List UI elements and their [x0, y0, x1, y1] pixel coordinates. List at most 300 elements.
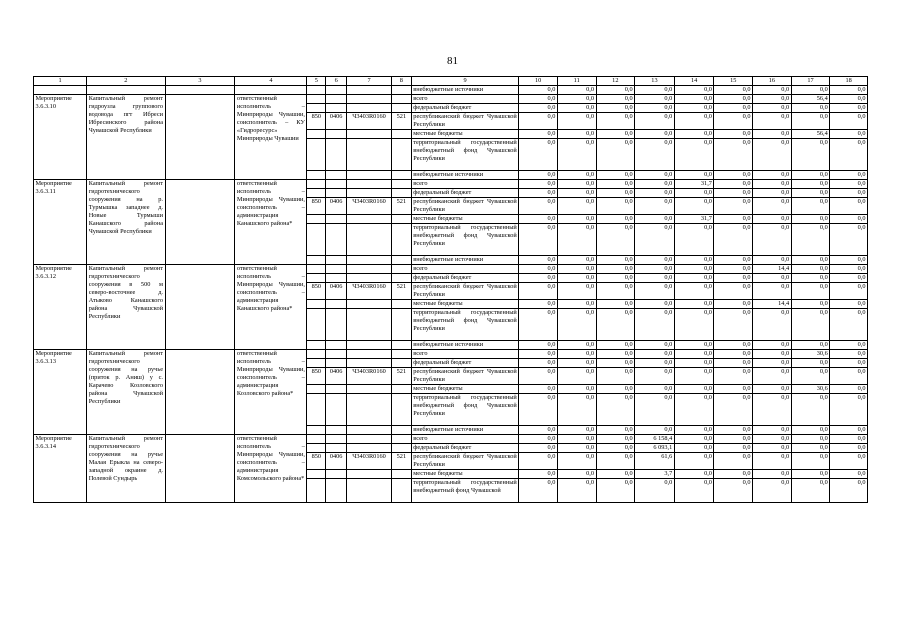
column-header: 1 [34, 77, 87, 86]
value-cell: 0,0 [714, 341, 753, 350]
code-vr: 521 [391, 283, 411, 300]
value-cell: 0,0 [753, 139, 792, 171]
empty-cell [391, 479, 411, 503]
value-cell: 0,0 [519, 435, 558, 444]
empty-cell [391, 394, 411, 426]
value-cell: 0,0 [596, 256, 635, 265]
value-cell: 0,0 [596, 130, 635, 139]
code-csr: Ч3403R0160 [347, 198, 392, 215]
code-rzpr: 0406 [326, 113, 347, 130]
value-cell: 0,0 [635, 341, 675, 350]
value-cell: 0,0 [753, 479, 792, 503]
empty-cell [347, 350, 392, 359]
empty-cell [307, 359, 326, 368]
value-cell: 0,0 [830, 215, 868, 224]
value-cell: 0,0 [674, 426, 714, 435]
column-header: 17 [791, 77, 830, 86]
empty-cell [391, 341, 411, 350]
value-cell: 0,0 [596, 453, 635, 470]
value-cell: 0,0 [557, 95, 596, 104]
value-cell: 0,0 [753, 130, 792, 139]
value-cell: 0,0 [830, 171, 868, 180]
empty-cell [391, 444, 411, 453]
empty-cell [235, 86, 307, 95]
funding-source: всего [411, 265, 519, 274]
value-cell: 0,0 [596, 171, 635, 180]
value-cell: 0,0 [830, 444, 868, 453]
value-cell: 0,0 [596, 470, 635, 479]
value-cell: 0,0 [557, 104, 596, 113]
empty-cell [307, 444, 326, 453]
empty-cell [307, 224, 326, 256]
value-cell: 0,0 [714, 113, 753, 130]
value-cell: 0,0 [714, 300, 753, 309]
empty-cell [391, 435, 411, 444]
empty-cell [165, 180, 235, 265]
value-cell: 0,0 [596, 265, 635, 274]
value-cell: 0,0 [635, 113, 675, 130]
empty-cell [307, 189, 326, 198]
value-cell: 0,0 [674, 283, 714, 300]
value-cell: 0,0 [519, 215, 558, 224]
empty-cell [347, 274, 392, 283]
value-cell: 0,0 [753, 256, 792, 265]
value-cell: 0,0 [674, 104, 714, 113]
value-cell: 0,0 [830, 435, 868, 444]
value-cell: 0,0 [674, 435, 714, 444]
funding-source: федеральный бюджет [411, 444, 519, 453]
value-cell: 0,0 [791, 283, 830, 300]
table-row [34, 180, 868, 189]
funding-source: всего [411, 180, 519, 189]
value-cell: 0,0 [791, 86, 830, 95]
empty-cell [307, 394, 326, 426]
value-cell: 0,0 [519, 86, 558, 95]
column-header: 7 [347, 77, 392, 86]
column-header: 14 [674, 77, 714, 86]
empty-cell [347, 95, 392, 104]
value-cell: 0,0 [830, 453, 868, 470]
empty-cell [347, 470, 392, 479]
value-cell: 0,0 [596, 435, 635, 444]
empty-cell [391, 180, 411, 189]
event-number: Мероприятие 3.6.3.10 [34, 95, 87, 180]
value-cell: 0,0 [596, 300, 635, 309]
value-cell: 0,0 [674, 470, 714, 479]
event-name: Капитальный ремонт гидротехнического сооружения на р. Турмышка западнее д. Новые Турмыши Канашского района Чувашской Республики [87, 180, 165, 265]
column-header: 13 [635, 77, 675, 86]
empty-cell [307, 341, 326, 350]
funding-source: всего [411, 95, 519, 104]
value-cell: 0,0 [596, 359, 635, 368]
value-cell: 0,0 [714, 180, 753, 189]
column-header: 3 [165, 77, 235, 86]
funding-source: территориальный государственный внебюджетный фонд Чувашской [411, 479, 519, 503]
value-cell: 0,0 [596, 180, 635, 189]
value-cell: 0,0 [635, 104, 675, 113]
value-cell: 0,0 [519, 309, 558, 341]
value-cell: 0,0 [830, 479, 868, 503]
empty-cell [326, 139, 347, 171]
value-cell: 0,0 [674, 385, 714, 394]
value-cell: 0,0 [753, 426, 792, 435]
value-cell: 0,0 [519, 104, 558, 113]
value-cell: 0,0 [596, 104, 635, 113]
value-cell: 0,0 [557, 350, 596, 359]
value-cell: 0,0 [753, 444, 792, 453]
empty-cell [307, 435, 326, 444]
value-cell: 0,0 [830, 265, 868, 274]
value-cell: 14,4 [753, 265, 792, 274]
column-header: 4 [235, 77, 307, 86]
empty-cell [347, 435, 392, 444]
empty-cell [165, 86, 235, 95]
value-cell: 0,0 [714, 470, 753, 479]
value-cell: 0,0 [519, 113, 558, 130]
value-cell: 0,0 [519, 224, 558, 256]
column-header: 9 [411, 77, 519, 86]
value-cell: 0,0 [519, 341, 558, 350]
empty-cell [326, 359, 347, 368]
empty-cell [326, 435, 347, 444]
empty-cell [326, 215, 347, 224]
value-cell: 31,7 [674, 180, 714, 189]
funding-source: всего [411, 435, 519, 444]
value-cell: 0,0 [519, 368, 558, 385]
value-cell: 0,0 [519, 256, 558, 265]
value-cell: 0,0 [635, 368, 675, 385]
empty-cell [391, 350, 411, 359]
table-row [34, 350, 868, 359]
empty-cell [307, 256, 326, 265]
code-vr: 521 [391, 198, 411, 215]
value-cell: 0,0 [830, 385, 868, 394]
value-cell: 0,0 [714, 359, 753, 368]
value-cell: 0,0 [791, 224, 830, 256]
funding-source: внебюджетные источники [411, 171, 519, 180]
empty-cell [307, 274, 326, 283]
empty-cell [326, 341, 347, 350]
value-cell: 0,0 [791, 359, 830, 368]
code-vr: 521 [391, 113, 411, 130]
value-cell: 0,0 [635, 283, 675, 300]
table-row [34, 95, 868, 104]
value-cell: 0,0 [519, 198, 558, 215]
empty-cell [326, 180, 347, 189]
value-cell: 0,0 [596, 368, 635, 385]
value-cell: 0,0 [557, 359, 596, 368]
funding-source: местные бюджеты [411, 130, 519, 139]
value-cell: 0,0 [557, 265, 596, 274]
value-cell: 0,0 [714, 426, 753, 435]
empty-cell [347, 300, 392, 309]
value-cell: 0,0 [714, 265, 753, 274]
funding-source: территориальный государственный внебюджетный фонд Чувашской Республики [411, 394, 519, 426]
empty-cell [391, 224, 411, 256]
value-cell: 0,0 [830, 309, 868, 341]
value-cell: 0,0 [753, 341, 792, 350]
funding-source: территориальный государственный внебюджетный фонд Чувашской Республики [411, 309, 519, 341]
value-cell: 0,0 [753, 309, 792, 341]
empty-cell [347, 359, 392, 368]
value-cell: 0,0 [714, 171, 753, 180]
value-cell: 0,0 [519, 139, 558, 171]
value-cell: 0,0 [753, 224, 792, 256]
value-cell: 0,0 [596, 274, 635, 283]
value-cell: 0,0 [791, 309, 830, 341]
empty-cell [326, 470, 347, 479]
responsible-executor: ответственный исполнитель – Минприроды Чувашии, соисполнитель – администрация Козловского района* [235, 350, 307, 435]
value-cell: 0,0 [557, 171, 596, 180]
empty-cell [347, 139, 392, 171]
value-cell: 0,0 [753, 359, 792, 368]
empty-cell [307, 95, 326, 104]
value-cell: 0,0 [557, 426, 596, 435]
value-cell: 0,0 [753, 189, 792, 198]
funding-source: местные бюджеты [411, 215, 519, 224]
funding-source: местные бюджеты [411, 300, 519, 309]
empty-cell [326, 171, 347, 180]
value-cell: 30,6 [791, 350, 830, 359]
code-vr: 521 [391, 368, 411, 385]
empty-cell [347, 394, 392, 426]
value-cell: 0,0 [635, 198, 675, 215]
empty-cell [391, 256, 411, 265]
value-cell: 0,0 [557, 444, 596, 453]
funding-source: федеральный бюджет [411, 359, 519, 368]
value-cell: 0,0 [791, 171, 830, 180]
event-number: Мероприятие 3.6.3.11 [34, 180, 87, 265]
value-cell: 0,0 [557, 189, 596, 198]
funding-source: внебюджетные источники [411, 426, 519, 435]
funding-source: республиканский бюджет Чувашской Республики [413, 113, 517, 128]
value-cell: 0,0 [557, 256, 596, 265]
value-cell: 0,0 [557, 274, 596, 283]
value-cell: 0,0 [753, 453, 792, 470]
empty-cell [165, 350, 235, 435]
value-cell: 0,0 [557, 180, 596, 189]
value-cell: 0,0 [635, 180, 675, 189]
value-cell: 0,0 [674, 350, 714, 359]
value-cell: 0,0 [753, 283, 792, 300]
value-cell: 0,0 [791, 256, 830, 265]
funding-source: республиканский бюджет Чувашской Республики [413, 368, 517, 383]
empty-cell [391, 104, 411, 113]
empty-cell [391, 426, 411, 435]
table-row [34, 435, 868, 444]
value-cell: 0,0 [557, 113, 596, 130]
empty-cell [326, 130, 347, 139]
empty-cell [326, 265, 347, 274]
empty-cell [307, 385, 326, 394]
value-cell: 0,0 [519, 283, 558, 300]
value-cell: 0,0 [830, 470, 868, 479]
funding-source: внебюджетные источники [411, 256, 519, 265]
funding-source: федеральный бюджет [411, 104, 519, 113]
funding-source: внебюджетные источники [411, 341, 519, 350]
value-cell: 0,0 [674, 95, 714, 104]
empty-cell [391, 385, 411, 394]
empty-cell [391, 139, 411, 171]
value-cell: 0,0 [557, 394, 596, 426]
value-cell: 0,0 [519, 274, 558, 283]
value-cell: 0,0 [674, 300, 714, 309]
empty-cell [326, 394, 347, 426]
column-header: 8 [391, 77, 411, 86]
code-vr: 521 [391, 453, 411, 470]
empty-cell [347, 180, 392, 189]
code-grbs: 850 [307, 198, 326, 215]
value-cell: 0,0 [596, 479, 635, 503]
value-cell: 0,0 [596, 350, 635, 359]
code-grbs: 850 [307, 283, 326, 300]
value-cell: 0,0 [714, 198, 753, 215]
empty-cell [347, 189, 392, 198]
responsible-executor: ответственный исполнитель – Минприроды Чувашии, соисполнитель – КУ «Гидроресурс» Минприроды Чувашии [235, 95, 307, 180]
value-cell: 6 158,4 [635, 435, 675, 444]
value-cell: 0,0 [596, 198, 635, 215]
value-cell: 0,0 [557, 224, 596, 256]
value-cell: 0,0 [674, 171, 714, 180]
value-cell: 0,0 [519, 180, 558, 189]
funding-source: республиканский бюджет Чувашской Республики [413, 453, 517, 468]
value-cell: 56,4 [791, 130, 830, 139]
value-cell: 0,0 [753, 368, 792, 385]
value-cell: 0,0 [791, 300, 830, 309]
value-cell: 0,0 [830, 180, 868, 189]
value-cell: 0,0 [557, 368, 596, 385]
value-cell: 0,0 [557, 309, 596, 341]
funding-source: внебюджетные источники [411, 86, 519, 95]
value-cell: 0,0 [791, 113, 830, 130]
value-cell: 0,0 [596, 86, 635, 95]
funding-source: местные бюджеты [411, 385, 519, 394]
value-cell: 0,0 [791, 189, 830, 198]
value-cell: 0,0 [519, 265, 558, 274]
column-header: 15 [714, 77, 753, 86]
value-cell: 0,0 [791, 274, 830, 283]
value-cell: 0,0 [635, 265, 675, 274]
empty-cell [307, 426, 326, 435]
value-cell: 56,4 [791, 95, 830, 104]
value-cell: 0,0 [635, 350, 675, 359]
value-cell: 0,0 [714, 479, 753, 503]
event-number: Мероприятие 3.6.3.12 [34, 265, 87, 350]
empty-cell [34, 86, 87, 95]
value-cell: 0,0 [635, 171, 675, 180]
value-cell: 30,6 [791, 385, 830, 394]
value-cell: 0,0 [791, 470, 830, 479]
page-number: 81 [447, 55, 458, 67]
empty-cell [307, 139, 326, 171]
value-cell: 0,0 [596, 309, 635, 341]
empty-cell [307, 130, 326, 139]
value-cell: 0,0 [596, 95, 635, 104]
value-cell: 3,7 [635, 470, 675, 479]
value-cell: 0,0 [674, 139, 714, 171]
funding-source: территориальный государственный внебюджетный фонд Чувашской Республики [411, 224, 519, 256]
empty-cell [326, 309, 347, 341]
empty-cell [391, 95, 411, 104]
value-cell: 0,0 [674, 265, 714, 274]
event-name: Капитальный ремонт гидроузла группового водовода пгт Ибреси Ибресинского района Чувашской Республики [87, 95, 165, 180]
value-cell: 6 093,1 [635, 444, 675, 453]
code-csr: Ч3403R0160 [347, 453, 392, 470]
value-cell: 0,0 [791, 453, 830, 470]
value-cell: 0,0 [635, 224, 675, 256]
value-cell: 0,0 [635, 130, 675, 139]
empty-cell [326, 189, 347, 198]
value-cell: 0,0 [674, 453, 714, 470]
value-cell: 0,0 [674, 274, 714, 283]
value-cell: 0,0 [674, 368, 714, 385]
value-cell: 0,0 [714, 95, 753, 104]
value-cell: 0,0 [674, 394, 714, 426]
empty-cell [391, 309, 411, 341]
empty-cell [307, 265, 326, 274]
value-cell: 0,0 [791, 444, 830, 453]
value-cell: 0,0 [791, 265, 830, 274]
empty-cell [391, 171, 411, 180]
value-cell: 0,0 [635, 394, 675, 426]
code-grbs: 850 [307, 368, 326, 385]
column-header: 10 [519, 77, 558, 86]
value-cell: 0,0 [830, 350, 868, 359]
empty-cell [347, 104, 392, 113]
empty-cell [326, 104, 347, 113]
value-cell: 61,6 [635, 453, 675, 470]
column-header: 18 [830, 77, 868, 86]
event-name: Капитальный ремонт гидротехнического сооружения на ручье (приток р. Аниш) у с. Карачево Козловского района Чувашской Республики [87, 350, 165, 435]
empty-cell [391, 189, 411, 198]
empty-cell [165, 95, 235, 180]
code-rzpr: 0406 [326, 198, 347, 215]
code-csr: Ч3403R0160 [347, 283, 392, 300]
value-cell: 0,0 [791, 479, 830, 503]
value-cell: 0,0 [674, 130, 714, 139]
value-cell: 0,0 [791, 198, 830, 215]
empty-cell [347, 341, 392, 350]
value-cell: 0,0 [557, 86, 596, 95]
value-cell: 0,0 [830, 274, 868, 283]
empty-cell [307, 479, 326, 503]
value-cell: 0,0 [753, 171, 792, 180]
value-cell: 0,0 [674, 256, 714, 265]
value-cell: 0,0 [557, 470, 596, 479]
value-cell: 0,0 [753, 470, 792, 479]
value-cell: 0,0 [596, 385, 635, 394]
value-cell: 0,0 [753, 104, 792, 113]
value-cell: 0,0 [753, 215, 792, 224]
empty-cell [165, 265, 235, 350]
empty-cell [347, 224, 392, 256]
value-cell: 0,0 [830, 300, 868, 309]
empty-cell [391, 274, 411, 283]
value-cell: 0,0 [830, 113, 868, 130]
value-cell: 0,0 [674, 86, 714, 95]
value-cell: 0,0 [519, 479, 558, 503]
empty-cell [347, 479, 392, 503]
funding-source: республиканский бюджет Чувашской Республики [413, 198, 517, 213]
code-rzpr: 0406 [326, 368, 347, 385]
value-cell: 0,0 [635, 215, 675, 224]
value-cell: 0,0 [791, 394, 830, 426]
column-header: 16 [753, 77, 792, 86]
value-cell: 0,0 [791, 104, 830, 113]
empty-cell [326, 86, 347, 95]
value-cell: 0,0 [674, 444, 714, 453]
value-cell: 0,0 [596, 113, 635, 130]
